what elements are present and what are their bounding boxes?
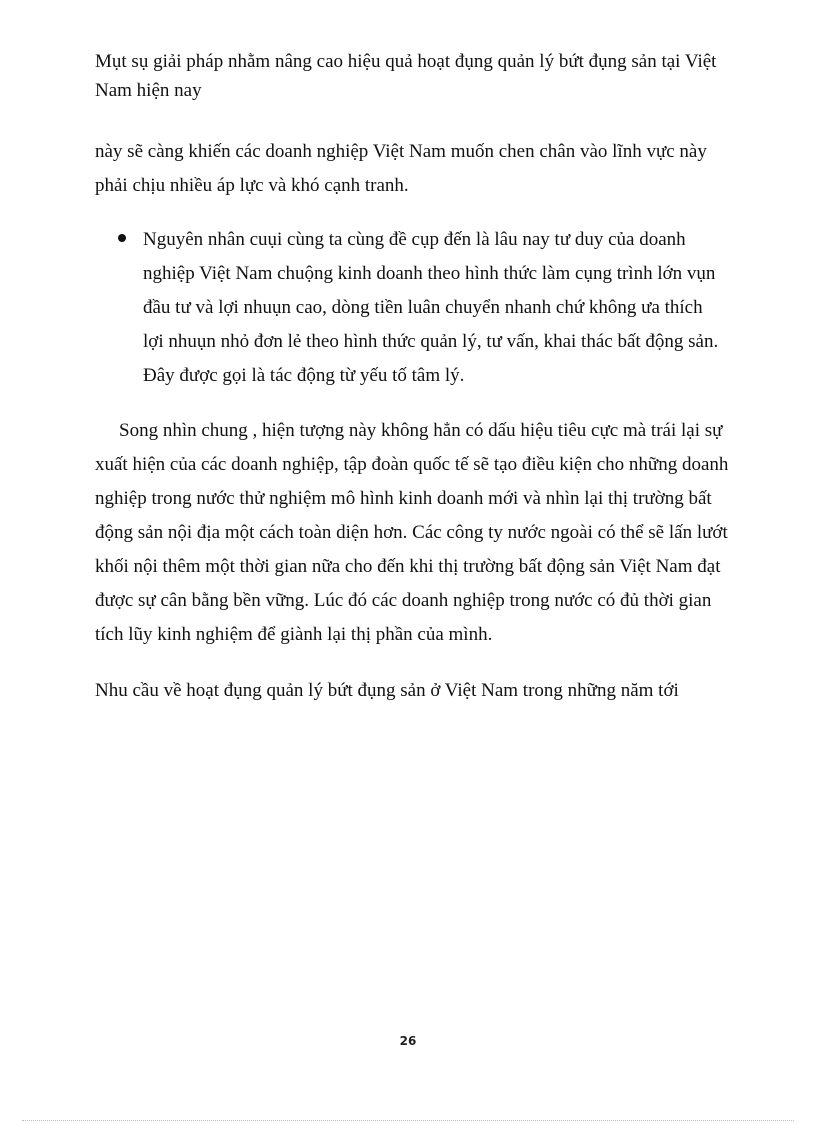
bullet-line-3: đầu tư và lợi nhuụn cao, dòng tiền luân chuyển nhanh chứ không ưa thích (143, 297, 703, 318)
paragraph-2-line-7: tích lũy kinh nghiệm để giành lại thị phần của mình. (95, 624, 493, 645)
header-title-line-2: Nam hiện nay (95, 80, 202, 101)
bullet-line-5: Đây được gọi là tác động từ yếu tố tâm lý. (143, 365, 465, 386)
bullet-line-2: nghiệp Việt Nam chuộng kinh doanh theo hình thức làm cụng trình lớn vụn (143, 263, 716, 284)
section-heading: Nhu cầu về hoạt đụng quản lý bứt đụng sản ở Việt Nam trong những năm tới (95, 680, 679, 701)
bullet-line-4: lợi nhuụn nhỏ đơn lẻ theo hình thức quản lý, tư vấn, khai thác bất động sản. (143, 331, 719, 352)
bullet-icon (118, 234, 126, 242)
paragraph-1-line-1: này sẽ càng khiến các doanh nghiệp Việt Nam muốn chen chân vào lĩnh vực này (95, 141, 707, 162)
paragraph-2-line-3: nghiệp trong nước thử nghiệm mô hình kinh doanh mới và nhìn lại thị trường bất (95, 488, 712, 509)
paragraph-2-line-2: xuất hiện của các doanh nghiệp, tập đoàn quốc tế sẽ tạo điều kiện cho những doanh (95, 454, 729, 475)
header-title-line-1: Mụt sụ giải pháp nhằm nâng cao hiệu quả hoạt đụng quản lý bứt đụng sản tại Việt (95, 51, 717, 72)
page-number: 26 (399, 1034, 417, 1048)
bullet-line-1: Nguyên nhân cuụi cùng ta cùng đề cụp đến là lâu nay tư duy của doanh (143, 229, 686, 250)
paragraph-2-line-1: Song nhìn chung , hiện tượng này không hẳn có dấu hiệu tiêu cực mà trái lại sự (119, 420, 723, 441)
paragraph-2-line-6: được sự cân bằng bền vững. Lúc đó các doanh nghiệp trong nước có đủ thời gian (95, 590, 712, 611)
paragraph-2-line-5: khối nội thêm một thời gian nữa cho đến khi thị trường bất động sản Việt Nam đạt (95, 556, 721, 577)
paragraph-1-line-2: phải chịu nhiều áp lực và khó cạnh tranh. (95, 175, 409, 196)
footer-divider (22, 1120, 794, 1121)
paragraph-2-line-4: động sản nội địa một cách toàn diện hơn. Các công ty nước ngoài có thể sẽ lấn lướt (95, 522, 728, 543)
